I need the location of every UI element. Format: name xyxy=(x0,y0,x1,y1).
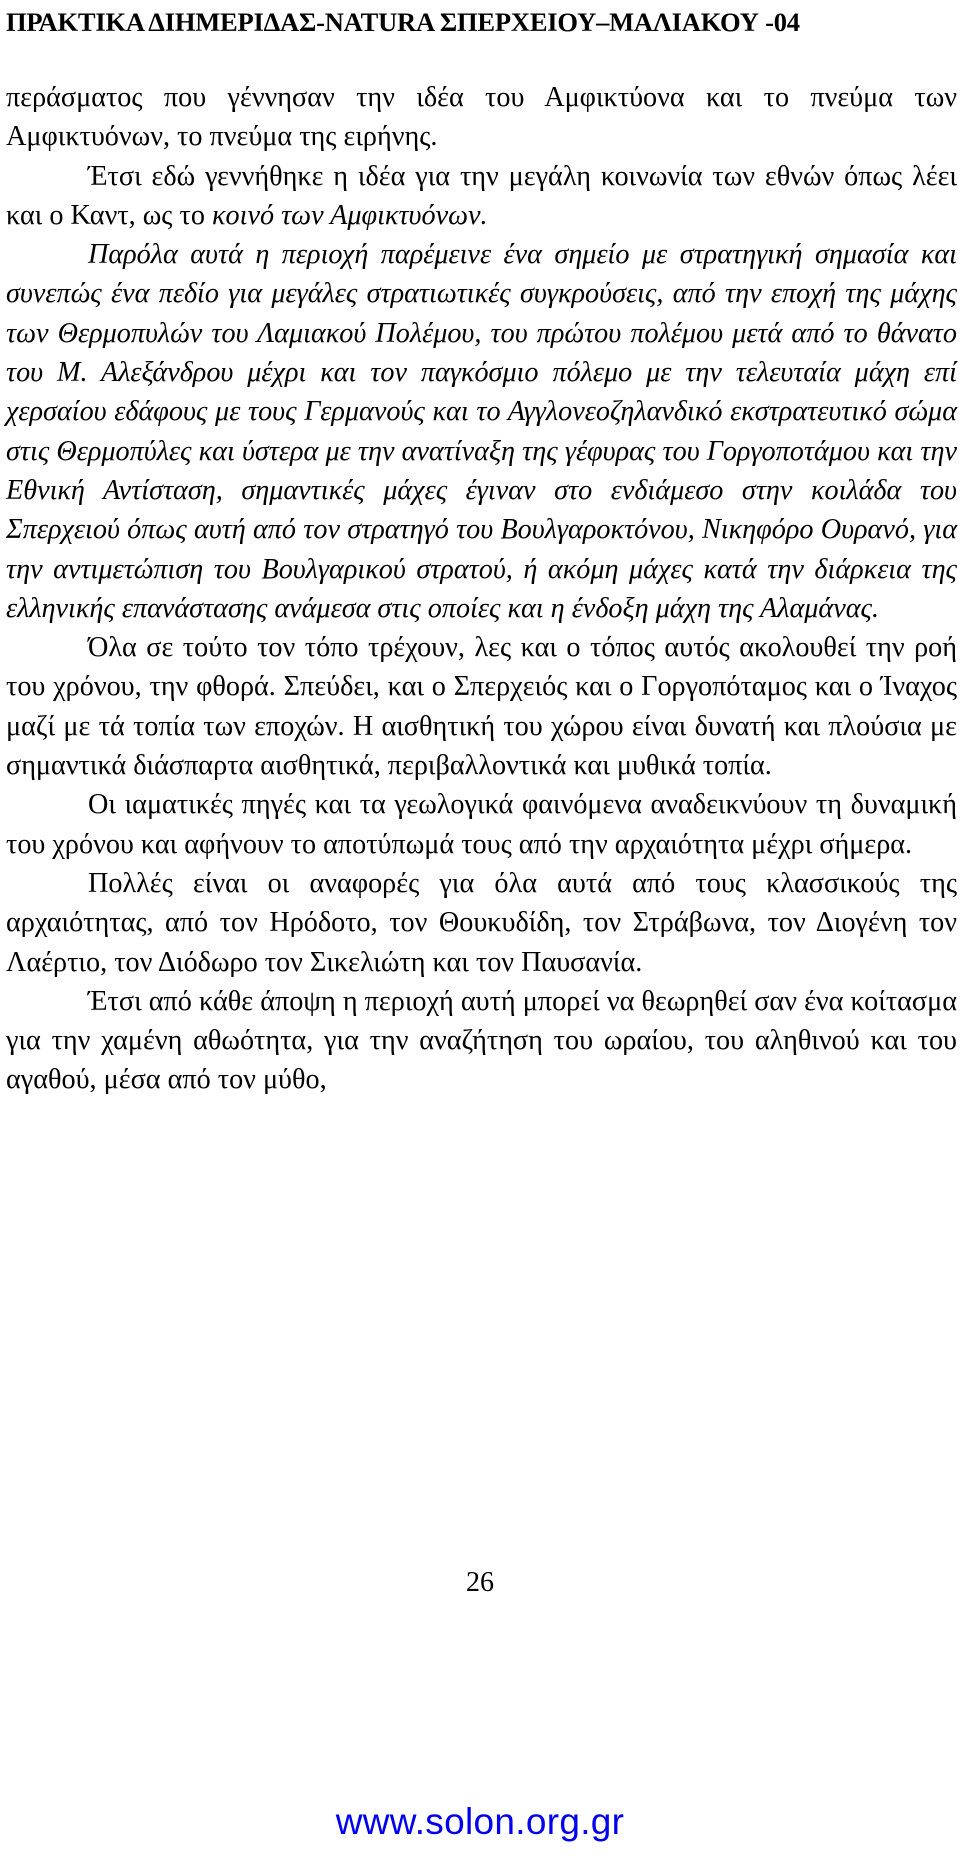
footer-website-link[interactable]: www.solon.org.gr xyxy=(335,1801,625,1842)
paragraph-1: περάσματος που γέννησαν την ιδέα του Αμφικτύονα και το πνεύμα των Αμφικτυόνων, το πνεύμα της ειρήνης. xyxy=(6,82,957,153)
paragraph-3: Παρόλα αυτά η περιοχή παρέμεινε ένα σημείο με στρατηγική σημασία και συνεπώς ένα πεδίο για μεγάλες στρατιωτικές συγκρούσεις, από την εποχή της μάχης των Θερμοπυλών του Λαμιακού Πολέμου, του πρώτου πολέμου μετά από το θάνατο του Μ. Αλεξάνδρου μέχρι και τον παγκόσμιο πόλεμο με την τελευταία μάχη επί χερσαίου εδάφους με τους Γερμανούς και το Αγγλονεοζηλανδικό εκστρατευτικό σώμα στις Θερμοπύλες και ύστερα με την ανατίναξη της γέφυρας του Γοργοποτάμου και την Εθνική Αντίσταση, σημαντικές μάχες έγιναν στο ενδιάμεσο στην κοιλάδα του Σπερχειού όπως αυτή από τον στρατηγό του Βουλγαροκτόνου, Νικηφόρο Ουρανό, για την αντιμετώπιση του Βουλγαρικού στρατού, ή ακόμη μάχες κατά την διάρκεια της ελληνικής επανάστασης ανάμεσα στις οποίες και η ένδοξη μάχη της Αλαμάνας. xyxy=(6,239,957,624)
paragraph-6: Πολλές είναι οι αναφορές για όλα αυτά από τους κλασσικούς της αρχαιότητας, από τον Ηρόδοτο, τον Θουκυδίδη, τον Στράβωνα, τον Διογένη τον Λαέρτιο, τον Διόδωρο τον Σικελιώτη και τον Παυσανία. xyxy=(6,867,957,978)
paragraph-2 xyxy=(6,157,957,236)
running-header: ΠΡΑΚΤΙΚΑ ΔΙΗΜΕΡΙΔΑΣ-NATURA ΣΠΕΡΧΕΙΟΥ–ΜΑΛΙΑΚΟΥ -04 xyxy=(6,7,800,37)
paragraph-2-italic-phrase: κοινό των Αμφικτυόνων. xyxy=(211,199,488,231)
paragraph-5: Οι ιαματικές πηγές και τα γεωλογικά φαινόμενα αναδεικνύουν τη δυναμική του χρόνου και αφήνουν το αποτύπωμά τους από την αρχαιότητα μέχρι σήμερα. xyxy=(6,789,957,860)
paragraph-7: Έτσι από κάθε άποψη η περιοχή αυτή μπορεί να θεωρηθεί σαν ένα κοίτασμα για την χαμένη αθωότητα, για την αναζήτηση του ωραίου, του αληθινού και του αγαθού, μέσα από τον μύθο, xyxy=(6,985,957,1096)
page-number: 26 xyxy=(466,1567,494,1598)
paragraph-2-text: Έτσι εδώ γεννήθηκε η ιδέα για την μεγάλη κοινωνία των εθνών όπως λέει και ο Καντ, ως το xyxy=(6,160,957,231)
paragraph-4: Όλα σε τούτο τον τόπο τρέχουν, λες και ο τόπος αυτός ακολουθεί την ροή του χρόνου, την φθορά. Σπεύδει, και ο Σπερχειός και ο Γοργοπόταμος και ο Ίναχος μαζί με τά τοπία των εποχών. Η αισθητική του χώρου είναι δυνατή και πλούσια με σημαντικά διάσπαρτα αισθητικά, περιβαλλοντικά και μυθικά τοπία. xyxy=(6,632,957,782)
body-text xyxy=(6,78,957,1100)
